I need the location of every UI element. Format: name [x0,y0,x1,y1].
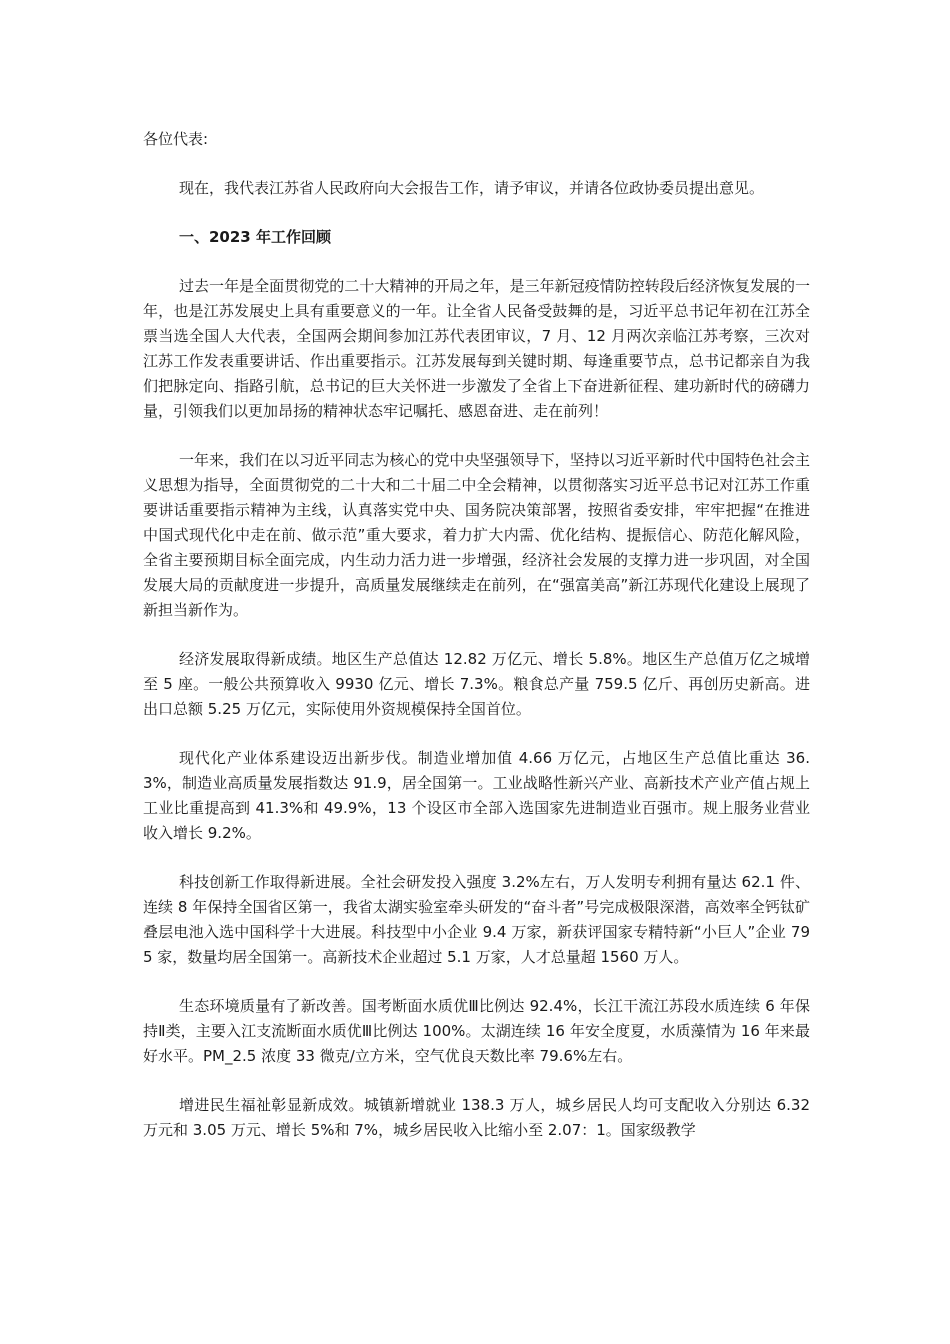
intro-paragraph: 现在，我代表江苏省人民政府向大会报告工作，请予审议，并请各位政协委员提出意见。 [179,179,765,197]
paragraph-year-summary: 一年来，我们在以习近平同志为核心的党中央坚强领导下，坚持以习近平新时代中国特色社会主义思想为指导，全面贯彻党的二十大和二十届二中全会精神，以贯彻落实习近平总书记对江苏工作重要讲话重要指示精神为主线，认真落实党中央、国务院决策部署，按照省委安排，牢牢把握“在推进中国式现代化中走在前、做示范”重大要求，着力扩大内需、优化结构、提振信心、防范化解风险，全省主要预期目标全面完成，内生动力活力进一步增强，经济社会发展的支撑力进一步巩固，对全国发展大局的贡献度进一步提升，高质量发展继续走在前列，在“强富美高”新江苏现代化建设上展现了新担当新作为。 [143,451,810,619]
paragraph-review-overview: 过去一年是全面贯彻党的二十大精神的开局之年，是三年新冠疫情防控转段后经济恢复发展的一年，也是江苏发展史上具有重要意义的一年。让全省人民备受鼓舞的是，习近平总书记年初在江苏全票当选全国人大代表，全国两会期间参加江苏代表团审议，7 月、12 月两次亲临江苏考察，三次对江苏工作发表重要讲话、作出重要指示。江苏发展每到关键时期、每逢重要节点，总书记都亲自为我们把脉定向、指路引航，总书记的巨大关怀进一步激发了全省上下奋进新征程、建功新时代的磅礴力量，引领我们以更加昂扬的精神状态牢记嘱托、感恩奋进、走在前列！ [143,277,810,420]
paragraph-industry: 现代化产业体系建设迈出新步伐。制造业增加值 4.66 万亿元，占地区生产总值比重达 36.3%，制造业高质量发展指数达 91.9，居全国第一。工业战略性新兴产业、高新技术产业产值占规上工业比重提高到 41.3%和 49.9%，13 个设区市全部入选国家先进制造业百强市。规上服务业营业收入增长 9.2%。 [143,749,810,842]
paragraph-technology: 科技创新工作取得新进展。全社会研发投入强度 3.2%左右，万人发明专利拥有量达 62.1 件、连续 8 年保持全国省区第一，我省太湖实验室牵头研发的“奋斗者”号完成极限深潜，高效率全钙钛矿叠层电池入选中国科学十大进展。科技型中小企业 9.4 万家，新获评国家专精特新“小巨人”企业 795 家，数量均居全国第一。高新技术企业超过 5.1 万家，人才总量超 1560 万人。 [143,873,810,966]
document-body [143,127,810,1167]
paragraph-economy: 经济发展取得新成绩。地区生产总值达 12.82 万亿元、增长 5.8%。地区生产总值万亿之城增至 5 座。一般公共预算收入 9930 亿元、增长 7.3%。粮食总产量 759.5 亿斤、再创历史新高。进出口总额 5.25 万亿元，实际使用外资规模保持全国首位。 [143,650,810,718]
section-heading: 一、2023 年工作回顾 [179,228,331,246]
paragraph-livelihood: 增进民生福祉彰显新成效。城镇新增就业 138.3 万人，城乡居民人均可支配收入分别达 6.32 万元和 3.05 万元、增长 5%和 7%，城乡居民收入比缩小至 2.07：1。国家级教学 [143,1096,810,1139]
paragraph-environment: 生态环境质量有了新改善。国考断面水质优Ⅲ比例达 92.4%，长江干流江苏段水质连续 6 年保持Ⅱ类，主要入江支流断面水质优Ⅲ比例达 100%。太湖连续 16 年安全度夏，水质藻情为 16 年来最好水平。PM_2.5 浓度 33 微克/立方米，空气优良天数比率 79.6%左右。 [143,997,810,1065]
salutation: 各位代表: [143,130,209,148]
